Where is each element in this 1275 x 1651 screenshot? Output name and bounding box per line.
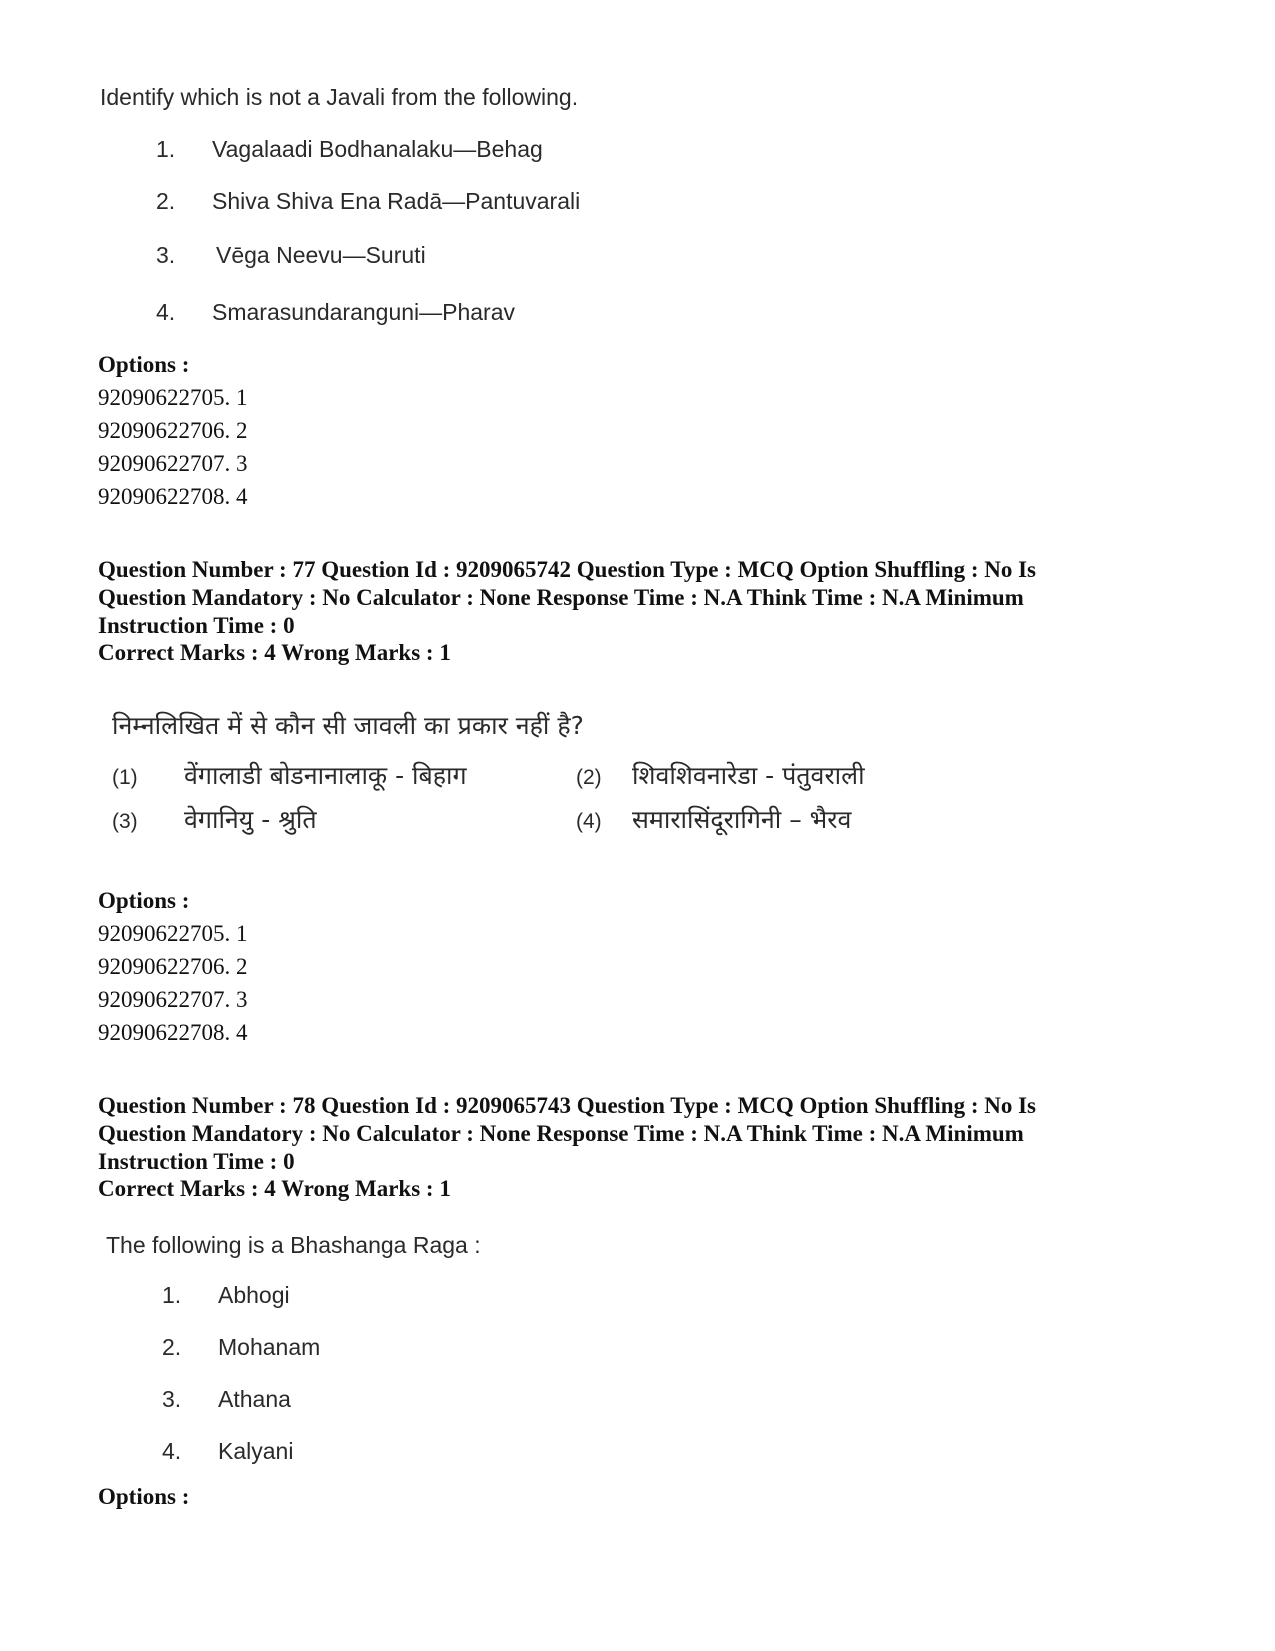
item-text: Athana	[218, 1386, 291, 1412]
item-text: Kalyani	[218, 1438, 294, 1464]
item-text: Vēga Neevu—Suruti	[216, 242, 426, 268]
list-item	[156, 227, 578, 283]
option-item: 92090622708. 4	[98, 1020, 248, 1045]
item-number: (3)	[112, 810, 138, 833]
item-text: Smarasundaranguni—Pharav	[212, 299, 516, 325]
question-text: निम्नलिखित में से कौन सी जावली का प्रकार नहीं है?	[112, 711, 584, 740]
item-number: 4.	[162, 1438, 182, 1464]
item-number: 1.	[162, 1282, 182, 1308]
grid-item	[112, 802, 317, 836]
item-text: Mohanam	[218, 1334, 321, 1360]
list-item	[156, 123, 578, 175]
question-meta-77	[98, 556, 1198, 640]
meta-line: Instruction Time : 0	[98, 1149, 295, 1174]
list-item	[156, 175, 581, 227]
list-item	[162, 1269, 481, 1321]
list-item	[156, 283, 578, 341]
item-text: समारासिंदूरागिनी – भैरव	[632, 805, 852, 834]
option-item: 92090622708. 4	[98, 484, 248, 509]
item-text: Vagalaadi Bodhanalaku—Behag	[212, 136, 543, 162]
options-block-78	[98, 1480, 189, 1513]
item-number: (2)	[576, 766, 602, 789]
list-item	[162, 1373, 481, 1425]
grid-item	[576, 758, 865, 792]
options-title: Options :	[98, 888, 190, 913]
item-number: (1)	[112, 766, 138, 789]
meta-line: Question Mandatory : No Calculator : None Response Time : N.A Think Time : N.A Minimum	[98, 585, 1024, 610]
meta-line: Question Mandatory : No Calculator : None Response Time : N.A Think Time : N.A Minimum	[98, 1121, 1024, 1146]
answer-list	[162, 1269, 481, 1477]
option-item: 92090622705. 1	[98, 385, 248, 410]
marks-line-77: Correct Marks : 4 Wrong Marks : 1	[98, 640, 451, 665]
question-meta-78	[98, 1092, 1198, 1176]
marks-line-78: Correct Marks : 4 Wrong Marks : 1	[98, 1176, 451, 1201]
list-item	[162, 1425, 481, 1477]
option-item: 92090622706. 2	[98, 418, 248, 443]
item-number: 3.	[162, 1386, 182, 1412]
item-number: 2.	[162, 1334, 182, 1360]
answer-list	[156, 123, 581, 341]
item-number: 3.	[156, 242, 176, 268]
option-item: 92090622706. 2	[98, 954, 248, 979]
item-number: (4)	[576, 810, 602, 833]
question-77-hindi	[112, 708, 932, 854]
question-78-english	[106, 1232, 481, 1477]
question-text: The following is a Bhashanga Raga :	[106, 1232, 481, 1258]
option-item: 92090622707. 3	[98, 451, 248, 476]
option-item: 92090622705. 1	[98, 921, 248, 946]
item-text: शिवशिवनारेडा - पंतुवराली	[632, 761, 865, 790]
item-number: 4.	[156, 299, 176, 325]
meta-line: Instruction Time : 0	[98, 613, 295, 638]
list-item	[162, 1321, 481, 1373]
grid-item	[112, 758, 467, 792]
options-block-77	[98, 884, 248, 1049]
answer-grid	[112, 754, 932, 854]
question-text: Identify which is not a Javali from the following.	[100, 84, 579, 110]
item-text: वेगानियु - श्रुति	[184, 805, 317, 834]
item-number: 1.	[156, 136, 176, 162]
grid-item	[576, 802, 851, 836]
options-block-76	[98, 348, 248, 513]
options-title: Options :	[98, 352, 190, 377]
item-text: Shiva Shiva Ena Radā—Pantuvarali	[212, 188, 581, 214]
question-76-english	[100, 84, 581, 341]
meta-line: Question Number : 78 Question Id : 9209065743 Question Type : MCQ Option Shuffling : No Is	[98, 1093, 1037, 1118]
options-title: Options :	[98, 1484, 190, 1509]
item-number: 2.	[156, 188, 176, 214]
option-item: 92090622707. 3	[98, 987, 248, 1012]
meta-line: Question Number : 77 Question Id : 9209065742 Question Type : MCQ Option Shuffling : No Is	[98, 557, 1037, 582]
item-text: वेंगालाडी बोडनानालाकू - बिहाग	[184, 761, 467, 790]
item-text: Abhogi	[218, 1282, 290, 1308]
